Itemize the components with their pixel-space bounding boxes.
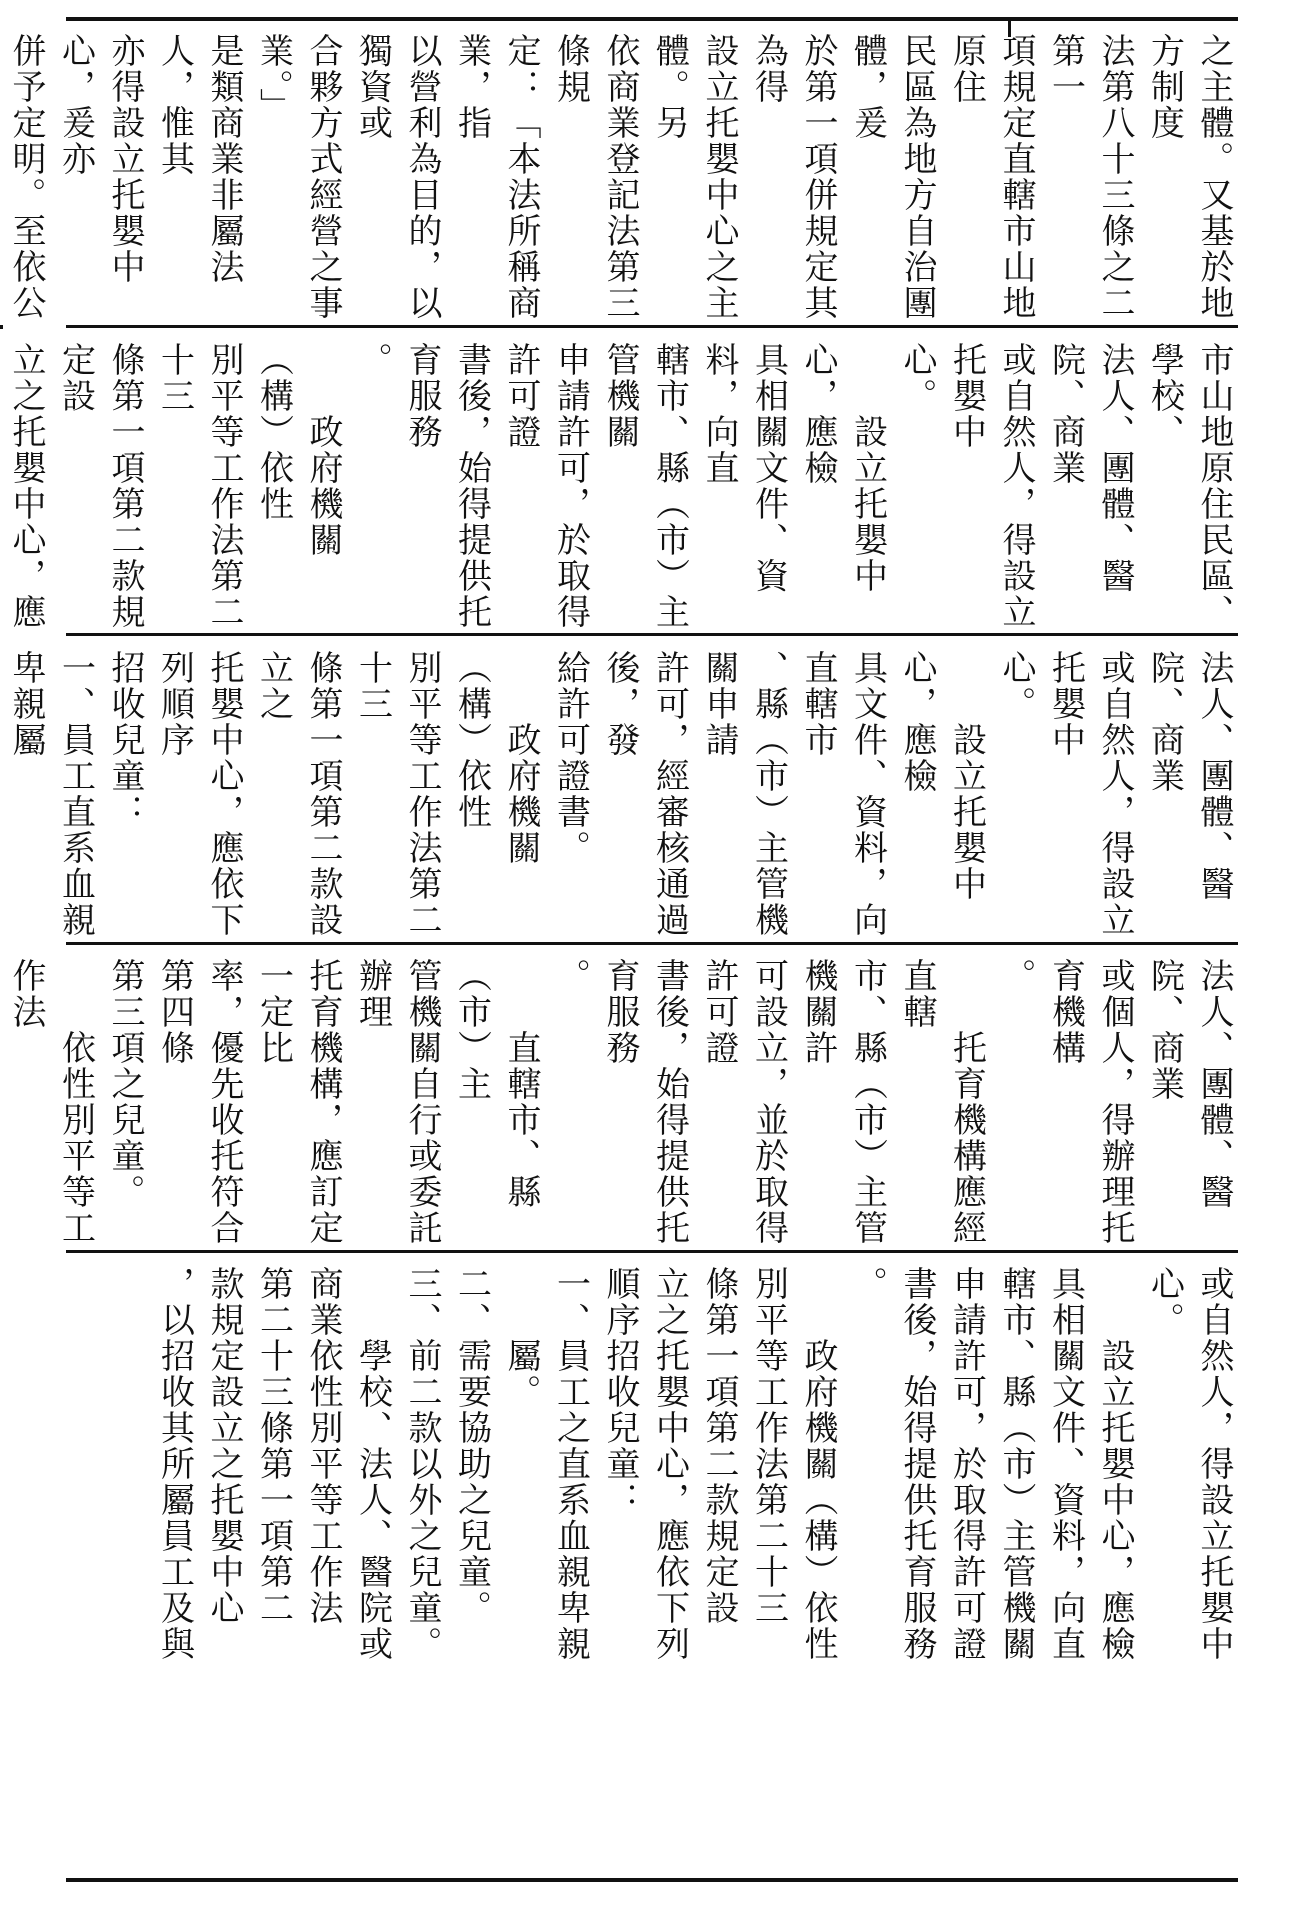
block-3-line-10: 別平等工作法第二十三 — [352, 650, 442, 938]
block-5-line-6: 申請許可，於取得許可證 — [946, 1266, 987, 1662]
block-4-line-8: 。 — [550, 958, 591, 994]
block-5-line-15: 屬。 — [501, 1266, 541, 1410]
block-5-line-22: ，以招收其所屬員工及與 — [154, 1266, 195, 1662]
block-5-line-10: 別平等工作法第二十三 — [748, 1266, 789, 1626]
row-divider-1 — [66, 325, 1238, 328]
block-5-line-1: 或自然人，得設立托嬰中 — [1194, 1266, 1234, 1662]
bottom-rule — [66, 1878, 1238, 1882]
block-3-line-3: 心。 — [996, 650, 1036, 722]
block-1-line-3: 項規定直轄市山地原住 — [946, 33, 1036, 321]
block-4-line-3: 。 — [996, 958, 1036, 994]
block-3-line-11: 條第一項第二款設立之 — [253, 650, 343, 938]
block-5-line-12: 立之托嬰中心，應依下列 — [649, 1266, 690, 1662]
block-3-line-12: 托嬰中心，應依下列順序 — [154, 650, 244, 938]
block-2-line-3: 或自然人，得設立托嬰中 — [946, 342, 1036, 630]
block-4-line-7: 書後，始得提供托育服務 — [600, 958, 690, 1246]
block-5-line-16: 二、需要協助之兒童。 — [451, 1266, 492, 1626]
block-1-line-13: 併予定明。至依公 — [6, 33, 46, 321]
block-5-line-20: 第二十三條第一項第二 — [253, 1266, 294, 1626]
block-1-line-5: 於第一項併規定其為得 — [748, 33, 838, 321]
block-4-line-9: 直轄市、縣（市）主 — [451, 958, 541, 1210]
block-5-line-13: 順序招收兒童： — [600, 1266, 640, 1518]
block-3-line-14: 一、員工直系血親卑親屬 — [6, 650, 96, 938]
block-2-line-14: 立之托嬰中心，應 — [6, 342, 46, 630]
block-4-line-15 — [0, 958, 1, 1248]
block-3-line-6: 、縣（市）主管機關申請 — [699, 650, 789, 938]
block-2-line-12: 別平等工作法第二十三 — [154, 342, 244, 630]
block-4-line-6: 可設立，並於取得許可證 — [699, 958, 789, 1246]
block-3-line-8: 給許可證書。 — [550, 650, 591, 866]
block-4-line-2: 或個人，得辦理托育機構 — [1045, 958, 1135, 1246]
top-rule — [66, 17, 1238, 21]
block-5-line-11: 條第一項第二款規定設 — [699, 1266, 739, 1626]
block-3-line-15 — [0, 650, 1, 940]
block-4-line-11: 托育機構，應訂定一定比 — [253, 958, 343, 1246]
row-divider-2 — [66, 633, 1238, 636]
block-5-line-4: 具相關文件、資料，向直 — [1045, 1266, 1086, 1662]
block-3-line-1: 法人、團體、醫院、商業 — [1144, 650, 1234, 902]
block-5-line-17: 三、前二款以外之兒童。 — [402, 1266, 442, 1662]
block-3-line-5: 具文件、資料，向直轄市 — [798, 650, 888, 938]
block-1-line-12: 亦得設立托嬰中心，爰亦 — [55, 33, 145, 285]
block-1-line-11: 是類商業非屬法人，惟其 — [154, 33, 244, 285]
block-2-line-1: 市山地原住民區、學校、 — [1144, 342, 1234, 630]
text-block-2 — [6, 332, 1238, 632]
block-2-line-2: 法人、團體、醫院、商業 — [1045, 342, 1135, 594]
text-block-3 — [6, 640, 1238, 940]
block-1-line-4: 民區為地方自治團體，爰 — [847, 33, 937, 321]
block-5-line-21: 款規定設立之托嬰中心 — [204, 1266, 244, 1626]
block-4-line-12: 率，優先收托符合第四條 — [154, 958, 244, 1246]
block-4-line-13: 第三項之兒童。 — [105, 958, 145, 1210]
block-5-line-3: 設立托嬰中心，應檢 — [1095, 1266, 1135, 1662]
block-5-line-9: 政府機關（構）依性 — [798, 1266, 838, 1662]
block-5-line-8: 。 — [847, 1266, 888, 1302]
block-1-line-8: 定：「本法所稱商業，指 — [451, 33, 541, 321]
block-1-line-10: 合夥方式經營之事業。」 — [253, 33, 343, 321]
block-2-line-4: 心。 — [897, 342, 937, 414]
block-1-line-9: 以營利為目的，以獨資或 — [352, 33, 442, 321]
block-1-line-7: 依商業登記法第三條規 — [550, 33, 640, 321]
block-2-line-11: 政府機關（構）依性 — [253, 342, 343, 558]
divider-dummy — [0, 325, 3, 329]
block-3-line-9: 政府機關（構）依性 — [451, 650, 541, 866]
text-block-4 — [6, 948, 1238, 1248]
block-3-line-7: 許可，經審核通過後，發 — [600, 650, 690, 938]
block-5-line-14: 一、員工之直系血親卑親 — [550, 1266, 591, 1662]
block-5-line-7: 書後，始得提供托育服務 — [897, 1266, 937, 1662]
block-3-line-4: 設立托嬰中心，應檢 — [897, 650, 987, 902]
block-4-line-5: 市、縣（市）主管機關許 — [798, 958, 888, 1246]
block-1-line-1: 之主體。又基於地方制度 — [1144, 33, 1234, 321]
block-4-line-4: 托育機構應經直轄 — [897, 958, 987, 1246]
block-2-line-10: 。 — [352, 342, 393, 378]
block-4-line-10: 管機關自行或委託辦理 — [352, 958, 442, 1246]
row-divider-3 — [66, 942, 1238, 945]
text-block-1 — [6, 23, 1238, 323]
block-5-line-19: 商業依性別平等工作法 — [303, 1266, 343, 1626]
block-2-line-13: 條第一項第二款規定設 — [55, 342, 145, 630]
block-2-line-8: 申請許可，於取得許可證 — [501, 342, 591, 630]
text-block-5 — [66, 1256, 1238, 1872]
block-2-line-9: 書後，始得提供托育服務 — [402, 342, 492, 630]
block-3-line-13: 招收兒童： — [105, 650, 145, 830]
block-5-line-2: 心。 — [1144, 1266, 1185, 1338]
block-1-line-6: 設立托嬰中心之主體。另 — [649, 33, 739, 321]
block-3-line-2: 或自然人，得設立托嬰中 — [1045, 650, 1135, 938]
row-divider-4 — [66, 1250, 1238, 1253]
block-1-line-2: 法第八十三條之二第一 — [1045, 33, 1135, 321]
block-4-line-1: 法人、團體、醫院、商業 — [1144, 958, 1234, 1210]
block-5-line-5: 轄市、縣（市）主管機關 — [996, 1266, 1036, 1662]
block-2-line-6: 具相關文件、資料，向直 — [699, 342, 789, 594]
block-2-line-7: 轄市、縣（市）主管機關 — [600, 342, 690, 630]
block-5-line-18: 學校、法人、醫院或 — [352, 1266, 393, 1662]
block-2-line-5: 設立托嬰中心，應檢 — [798, 342, 888, 594]
block-4-line-14: 依性別平等工作法 — [6, 958, 96, 1246]
